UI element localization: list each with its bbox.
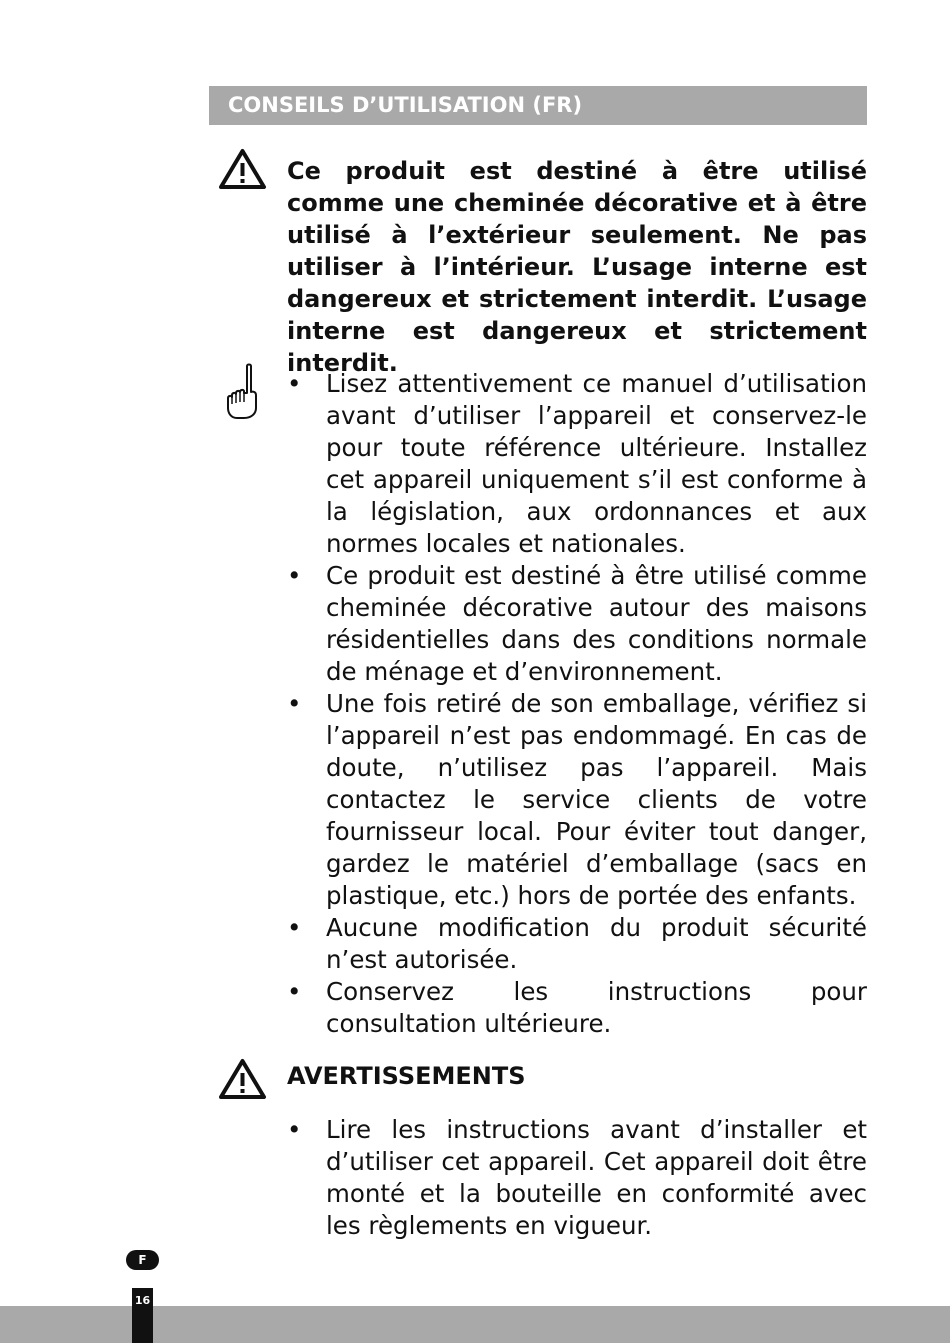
list-item-text: Conservez les instructions pour consultation ultérieure. xyxy=(326,977,867,1038)
list-item-text: Aucune modification du produit sécurité n’est autorisée. xyxy=(326,913,867,974)
bullet: • xyxy=(287,913,302,942)
list-item-text: Lisez attentivement ce manuel d’utilisation avant d’utiliser l’appareil et conservez-le pour toute référence ultérieure. Installez cet appareil uniquement s’il est conforme à la législation, aux ordonnances et aux normes locales et nationales. xyxy=(326,369,867,558)
warning-triangle-icon xyxy=(218,1058,267,1100)
page-number: 16 xyxy=(132,1288,153,1343)
notes-list-container xyxy=(287,368,867,1040)
list-item xyxy=(287,688,867,912)
bullet: • xyxy=(287,689,302,718)
warnings-heading: AVERTISSEMENTS xyxy=(287,1062,526,1090)
language-badge: F xyxy=(126,1250,159,1270)
warning-triangle-icon xyxy=(218,148,267,190)
list-item-text: Lire les instructions avant d’installer et d’utiliser cet appareil. Cet appareil doit être monté et la bouteille en conformité avec les règlements en vigueur. xyxy=(326,1115,867,1240)
warnings-list-container xyxy=(287,1114,867,1242)
bullet: • xyxy=(287,561,302,590)
list-item xyxy=(287,912,867,976)
list-item xyxy=(287,976,867,1040)
bullet: • xyxy=(287,1115,302,1144)
list-item-text: Ce produit est destiné à être utilisé comme cheminée décorative autour des maisons résidentielles dans des conditions normale de ménage et d’environnement. xyxy=(326,561,867,686)
bullet: • xyxy=(287,369,302,398)
bullet: • xyxy=(287,977,302,1006)
section-title: CONSEILS D’UTILISATION (FR) xyxy=(209,86,867,125)
pointing-hand-icon xyxy=(223,362,263,422)
list-item xyxy=(287,1114,867,1242)
warnings-list xyxy=(287,1114,867,1242)
list-item-text: Une fois retiré de son emballage, vérifiez si l’appareil n’est pas endommagé. En cas de doute, n’utilisez pas l’appareil. Mais contactez le service clients de votre fournisseur local. Pour éviter tout danger, gardez le matériel d’emballage (sacs en plastique, etc.) hors de portée des enfants. xyxy=(326,689,867,910)
warning-text: Ce produit est destiné à être utilisé comme une cheminée décorative et à être utilisé à l’extérieur seulement. Ne pas utiliser à l’intérieur. L’usage interne est dangereux et strictement interdit. L’usage interne est dangereux et strictement interdit. xyxy=(287,157,867,377)
list-item xyxy=(287,368,867,560)
notes-list xyxy=(287,368,867,1040)
list-item xyxy=(287,560,867,688)
